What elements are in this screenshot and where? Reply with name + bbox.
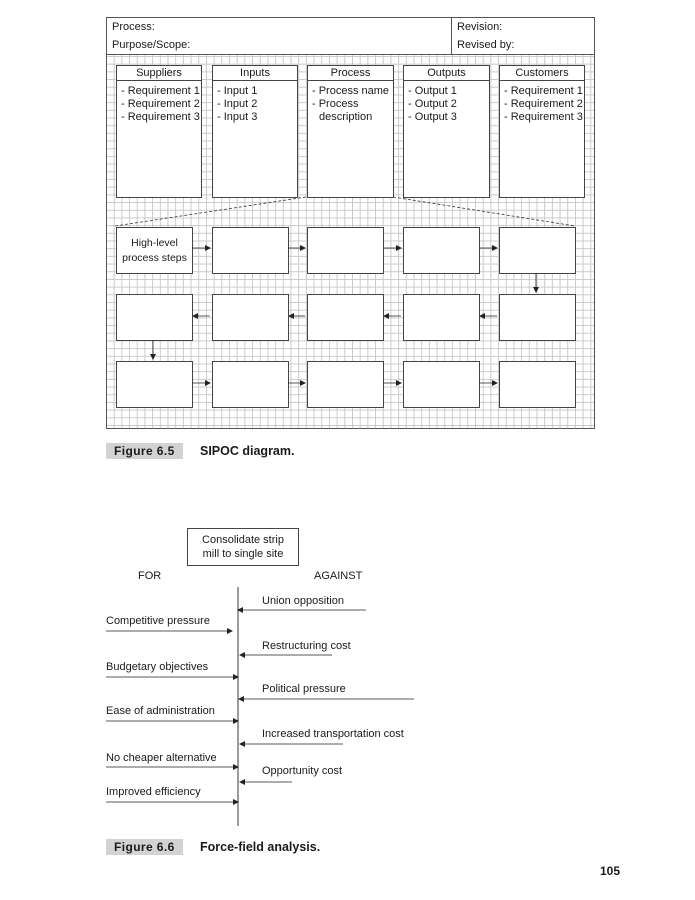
figure-title: Force-field analysis. [200,840,321,854]
revision-label: Revision: [457,21,503,33]
purpose-scope-label: Purpose/Scope: [112,39,191,51]
column-item: - Input 2 [217,98,258,110]
step-label-line: process steps [122,252,187,264]
column-title: Outputs [404,66,489,81]
column-item: - Requirement 2 [121,98,200,110]
column-item: - Input 3 [217,111,258,123]
step-label-line: High-level [131,237,178,249]
against-force-label: Political pressure [262,683,346,695]
column-item: - Requirement 3 [504,111,583,123]
column-item: - Requirement 1 [504,85,583,97]
sipoc-connectors [106,17,595,429]
against-heading: AGAINST [314,570,363,582]
column-item: - Process [312,98,359,110]
column-title: Suppliers [117,66,201,81]
for-force-label: Improved efficiency [106,786,201,798]
process-label: Process: [112,21,155,33]
goal-line: mill to single site [202,548,284,560]
column-item: - Process name [312,85,390,97]
force-field-goal-box [187,528,299,566]
goal-line: Consolidate strip [202,534,284,546]
column-title: Customers [500,66,584,81]
column-title: Process [308,66,393,81]
column-item: - Output 1 [408,85,457,97]
for-heading: FOR [138,570,162,582]
for-force-label: Competitive pressure [106,615,210,627]
revised-by-label: Revised by: [457,39,515,51]
column-item: - Requirement 2 [504,98,583,110]
figure-title: SIPOC diagram. [200,444,295,458]
column-item: - Requirement 3 [121,111,200,123]
against-force-label: Increased transportation cost [262,728,404,740]
page-number: 105 [600,864,621,878]
column-item: - Output 2 [408,98,457,110]
zoom-dashed-line [393,197,575,226]
figure-number-badge: Figure 6.5 [106,443,183,459]
column-item: description [319,111,373,123]
column-title: Inputs [213,66,297,81]
for-force-label: No cheaper alternative [106,752,217,764]
zoom-dashed-line [115,197,306,226]
against-force-label: Opportunity cost [262,765,343,777]
against-force-label: Union opposition [262,595,344,607]
column-item: - Output 3 [408,111,457,123]
column-item: - Input 1 [217,85,258,97]
for-force-label: Ease of administration [106,705,215,717]
column-item: - Requirement 1 [121,85,200,97]
against-force-label: Restructuring cost [262,640,351,652]
for-force-label: Budgetary objectives [106,661,209,673]
figure-number-badge: Figure 6.6 [106,839,183,855]
